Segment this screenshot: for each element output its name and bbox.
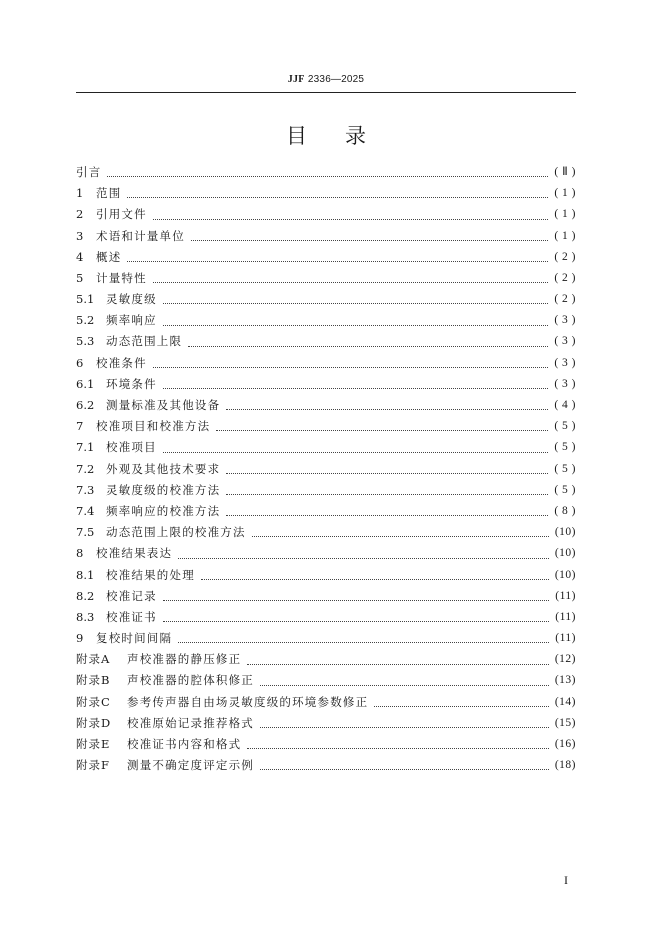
- document-header: [76, 74, 576, 85]
- toc-entry-label: 引用文件: [96, 207, 147, 222]
- toc-entry-label: 声校准器的静压修正: [127, 652, 242, 667]
- toc-entry[interactable]: [76, 565, 576, 586]
- toc-entry[interactable]: [76, 374, 576, 395]
- toc-leader-dots: [163, 600, 549, 601]
- toc-leader-dots: [191, 240, 548, 241]
- toc-entry-page: ( 5 ): [554, 441, 576, 454]
- toc-entry-number: 6.1: [76, 376, 95, 391]
- toc-entry-label: 测量不确定度评定示例: [127, 758, 254, 773]
- toc-entry-number: 7.2: [76, 461, 95, 476]
- toc-leader-dots: [226, 473, 548, 474]
- toc-entry-page: ( 3 ): [554, 335, 576, 348]
- toc-leader-dots: [216, 430, 548, 431]
- toc-entry-label: 校准结果表达: [96, 546, 173, 561]
- toc-entry-page: ( 8 ): [554, 504, 576, 517]
- toc-entry-label: 校准记录: [106, 588, 157, 603]
- toc-entry-number: 6.2: [76, 398, 95, 413]
- toc-entry-page: (12): [554, 653, 576, 666]
- toc-entry[interactable]: [76, 310, 576, 331]
- toc-entry-page: ( 3 ): [554, 356, 576, 369]
- toc-leader-dots: [226, 409, 548, 410]
- toc-entry-label: 概述: [96, 249, 122, 264]
- toc-entry-page: ( 2 ): [554, 271, 576, 284]
- toc-leader-dots: [201, 579, 549, 580]
- toc-entry-number: 附录F: [76, 758, 110, 773]
- toc-leader-dots: [178, 642, 549, 643]
- toc-entry-number: 附录B: [76, 673, 111, 688]
- toc-entry-page: ( 5 ): [554, 483, 576, 496]
- toc-entry-label: 环境条件: [106, 376, 157, 391]
- toc-entry-label: 校准原始记录推荐格式: [127, 715, 254, 730]
- toc-entry-page: (15): [554, 716, 576, 729]
- toc-entry-label: 校准证书内容和格式: [127, 737, 242, 752]
- toc-entry[interactable]: [76, 522, 576, 543]
- toc-entry-number: 附录E: [76, 737, 111, 752]
- toc-entry-page: ( 5 ): [554, 420, 576, 433]
- toc-entry-number: 7.1: [76, 440, 95, 455]
- toc-entry-label: 校准项目和校准方法: [96, 419, 211, 434]
- toc-entry[interactable]: [76, 628, 576, 649]
- toc-entry-label: 动态范围上限: [106, 334, 183, 349]
- toc-entry-number: 5.1: [76, 292, 95, 307]
- header-prefix: JJF: [287, 74, 305, 85]
- table-of-contents: [76, 162, 576, 776]
- toc-entry[interactable]: [76, 713, 576, 734]
- toc-entry[interactable]: [76, 289, 576, 310]
- toc-entry-page: (14): [554, 695, 576, 708]
- toc-leader-dots: [247, 664, 549, 665]
- toc-entry-page: (10): [554, 547, 576, 560]
- toc-leader-dots: [374, 706, 549, 707]
- toc-leader-dots: [260, 685, 549, 686]
- toc-entry-number: 7.4: [76, 503, 95, 518]
- toc-entry-number: 3: [76, 228, 84, 243]
- toc-entry-label: 动态范围上限的校准方法: [106, 525, 246, 540]
- toc-entry[interactable]: [76, 671, 576, 692]
- toc-leader-dots: [260, 769, 549, 770]
- toc-leader-dots: [247, 748, 549, 749]
- toc-entry-number: 6: [76, 355, 84, 370]
- toc-entry[interactable]: [76, 480, 576, 501]
- toc-leader-dots: [153, 367, 549, 368]
- toc-entry-number: 5.2: [76, 313, 95, 328]
- toc-entry-label: 频率响应的校准方法: [106, 503, 221, 518]
- toc-entry[interactable]: [76, 226, 576, 247]
- toc-entry-label: 计量特性: [96, 270, 147, 285]
- toc-entry-number: 8: [76, 546, 84, 561]
- toc-entry-label: 外观及其他技术要求: [106, 461, 221, 476]
- toc-entry-number: 8.2: [76, 588, 95, 603]
- toc-entry-number: 附录C: [76, 694, 111, 709]
- toc-entry-number: 2: [76, 207, 84, 222]
- toc-entry[interactable]: [76, 755, 576, 776]
- toc-leader-dots: [252, 536, 549, 537]
- toc-leader-dots: [127, 261, 548, 262]
- header-number: 2336—2025: [307, 74, 365, 85]
- toc-entry-page: (18): [554, 759, 576, 772]
- toc-entry[interactable]: [76, 734, 576, 755]
- toc-entry-page: ( 2 ): [554, 293, 576, 306]
- toc-entry-label: 测量标准及其他设备: [106, 398, 221, 413]
- toc-entry-label: 范围: [96, 186, 122, 201]
- page-title: 目录: [286, 124, 404, 148]
- toc-leader-dots: [153, 282, 549, 283]
- toc-entry-number: 7.3: [76, 482, 95, 497]
- toc-entry-number: 9: [76, 631, 84, 646]
- toc-entry-label: 校准结果的处理: [106, 567, 195, 582]
- toc-entry-number: 附录D: [76, 715, 112, 730]
- toc-entry-label: 灵敏度级: [106, 292, 157, 307]
- toc-entry[interactable]: [76, 437, 576, 458]
- toc-entry-page: (11): [555, 589, 576, 602]
- toc-entry[interactable]: [76, 459, 576, 480]
- toc-leader-dots: [127, 197, 548, 198]
- toc-entry-number: 7.5: [76, 525, 95, 540]
- toc-entry-number: 附录A: [76, 652, 111, 667]
- toc-leader-dots: [153, 219, 549, 220]
- toc-leader-dots: [226, 515, 548, 516]
- toc-entry[interactable]: [76, 247, 576, 268]
- toc-entry-page: ( 2 ): [554, 250, 576, 263]
- toc-entry-label: 校准证书: [106, 609, 157, 624]
- toc-entry[interactable]: [76, 353, 576, 374]
- toc-entry-label: 校准项目: [106, 440, 157, 455]
- toc-leader-dots: [163, 303, 549, 304]
- toc-leader-dots: [163, 452, 549, 453]
- toc-leader-dots: [107, 176, 548, 177]
- toc-leader-dots: [163, 325, 549, 326]
- toc-entry[interactable]: [76, 395, 576, 416]
- toc-entry-page: ( 5 ): [554, 462, 576, 475]
- toc-entry[interactable]: [76, 416, 576, 437]
- toc-entry[interactable]: [76, 607, 576, 628]
- toc-leader-dots: [163, 621, 549, 622]
- toc-entry-number: 7: [76, 419, 84, 434]
- toc-entry-number: 8.1: [76, 567, 95, 582]
- toc-leader-dots: [178, 558, 549, 559]
- toc-entry[interactable]: [76, 586, 576, 607]
- toc-entry-page: (16): [554, 738, 576, 751]
- toc-entry[interactable]: [76, 692, 576, 713]
- toc-entry-page: ( 4 ): [554, 399, 576, 412]
- toc-entry[interactable]: [76, 543, 576, 564]
- toc-entry-number: 8.3: [76, 609, 95, 624]
- toc-entry-number: 5: [76, 270, 84, 285]
- toc-leader-dots: [226, 494, 548, 495]
- toc-entry-number: 4: [76, 249, 84, 264]
- toc-entry-label: 灵敏度级的校准方法: [106, 482, 221, 497]
- toc-entry-label: 参考传声器自由场灵敏度级的环境参数修正: [127, 694, 369, 709]
- toc-leader-dots: [188, 346, 548, 347]
- toc-entry-label: 校准条件: [96, 355, 147, 370]
- toc-entry[interactable]: [76, 204, 576, 225]
- toc-leader-dots: [260, 727, 549, 728]
- toc-entry-page: ( 1 ): [554, 187, 576, 200]
- toc-entry-page: (11): [555, 632, 576, 645]
- toc-entry-label: 引言: [76, 164, 102, 179]
- toc-entry-page: ( 3 ): [554, 314, 576, 327]
- toc-entry-number: 1: [76, 186, 84, 201]
- toc-entry[interactable]: [76, 332, 576, 353]
- toc-entry[interactable]: [76, 162, 576, 183]
- toc-entry-label: 术语和计量单位: [96, 228, 185, 243]
- toc-entry[interactable]: [76, 501, 576, 522]
- toc-entry-page: (11): [555, 610, 576, 623]
- toc-entry-page: ( Ⅱ ): [554, 165, 576, 178]
- toc-entry[interactable]: [76, 183, 576, 204]
- toc-entry-page: ( 1 ): [554, 229, 576, 242]
- toc-entry-label: 复校时间间隔: [96, 631, 173, 646]
- page-number: I: [564, 873, 568, 887]
- toc-entry-page: (10): [554, 568, 576, 581]
- toc-entry-page: (10): [554, 526, 576, 539]
- toc-entry[interactable]: [76, 268, 576, 289]
- toc-entry-label: 频率响应: [106, 313, 157, 328]
- toc-entry-page: ( 1 ): [554, 208, 576, 221]
- toc-entry-label: 声校准器的腔体积修正: [127, 673, 254, 688]
- header-rule: [76, 92, 576, 93]
- toc-entry-page: (13): [554, 674, 576, 687]
- toc-entry-page: ( 3 ): [554, 377, 576, 390]
- toc-entry[interactable]: [76, 649, 576, 670]
- toc-leader-dots: [163, 388, 549, 389]
- toc-entry-number: 5.3: [76, 334, 95, 349]
